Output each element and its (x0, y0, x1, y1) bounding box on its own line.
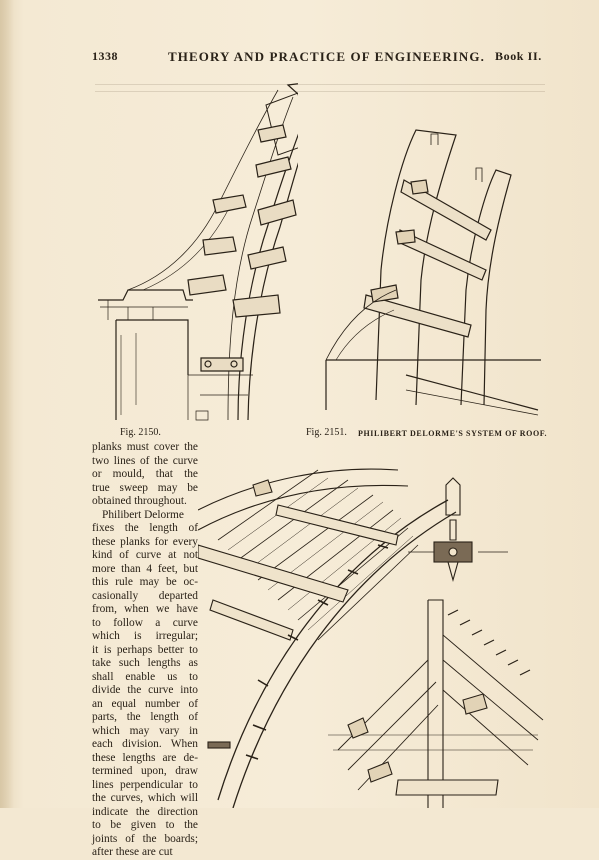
text-line: joints of the boards; (92, 832, 198, 845)
text-line: it is perhaps better to (92, 643, 198, 656)
book-label: Book II. (495, 49, 542, 63)
text-line: to be given to the (92, 819, 198, 831)
text-line: or mould, that the (92, 468, 198, 480)
text-line: shall enable us to (92, 670, 198, 683)
page-number: 1338 (92, 49, 118, 63)
running-title: THEORY AND PRACTICE OF ENGINEERING. (168, 49, 485, 64)
text-line: indicate the direction (92, 805, 198, 818)
text-line: these lengths are de- (92, 751, 198, 764)
text-line: each division. When (92, 738, 198, 750)
figure-2151-caption: PHILIBERT DELORME'S SYSTEM OF ROOF. (358, 429, 548, 438)
figure-2151-label: Fig. 2151. (306, 427, 347, 438)
text-line: two lines of the curve (92, 454, 198, 467)
text-line: true sweep may be (92, 481, 198, 494)
text-line: an equal number of (92, 697, 198, 710)
text-line: the curves, which will (92, 792, 198, 804)
figure-2151-drawing (316, 120, 546, 420)
text-line: parts, the length of (92, 711, 198, 723)
text-line: planks must cover the (92, 441, 198, 453)
text-line: to follow a curve (92, 616, 198, 629)
text-line: kind of curve at not (92, 549, 198, 561)
text-line: divide the curve into (92, 684, 198, 696)
text-line: after these are cut (92, 846, 173, 858)
text-line: which may vary in (92, 724, 198, 737)
text-line: fixes the length of (92, 522, 198, 534)
body-text-column (92, 441, 198, 860)
spine-shadow (0, 0, 14, 808)
roof-framing-drawing (198, 450, 548, 808)
text-line: take such lengths as (92, 657, 198, 669)
text-line: obtained throughout. (92, 495, 187, 507)
text-line: which is irregular; (92, 630, 198, 642)
text-line: termined upon, draw (92, 765, 198, 777)
text-line: more than 4 feet, but (92, 562, 198, 575)
figure-2150-drawing (88, 75, 298, 425)
text-line: from, when we have (92, 603, 198, 615)
running-header (0, 49, 599, 69)
text-line: Philibert Delorme (102, 508, 184, 521)
figure-2150-label: Fig. 2150. (120, 427, 161, 438)
text-line: casionally departed (92, 589, 198, 602)
text-line: this rule may be oc- (92, 576, 198, 588)
text-line: these planks for every (92, 535, 198, 548)
text-line: lines perpendicular to (92, 778, 198, 791)
